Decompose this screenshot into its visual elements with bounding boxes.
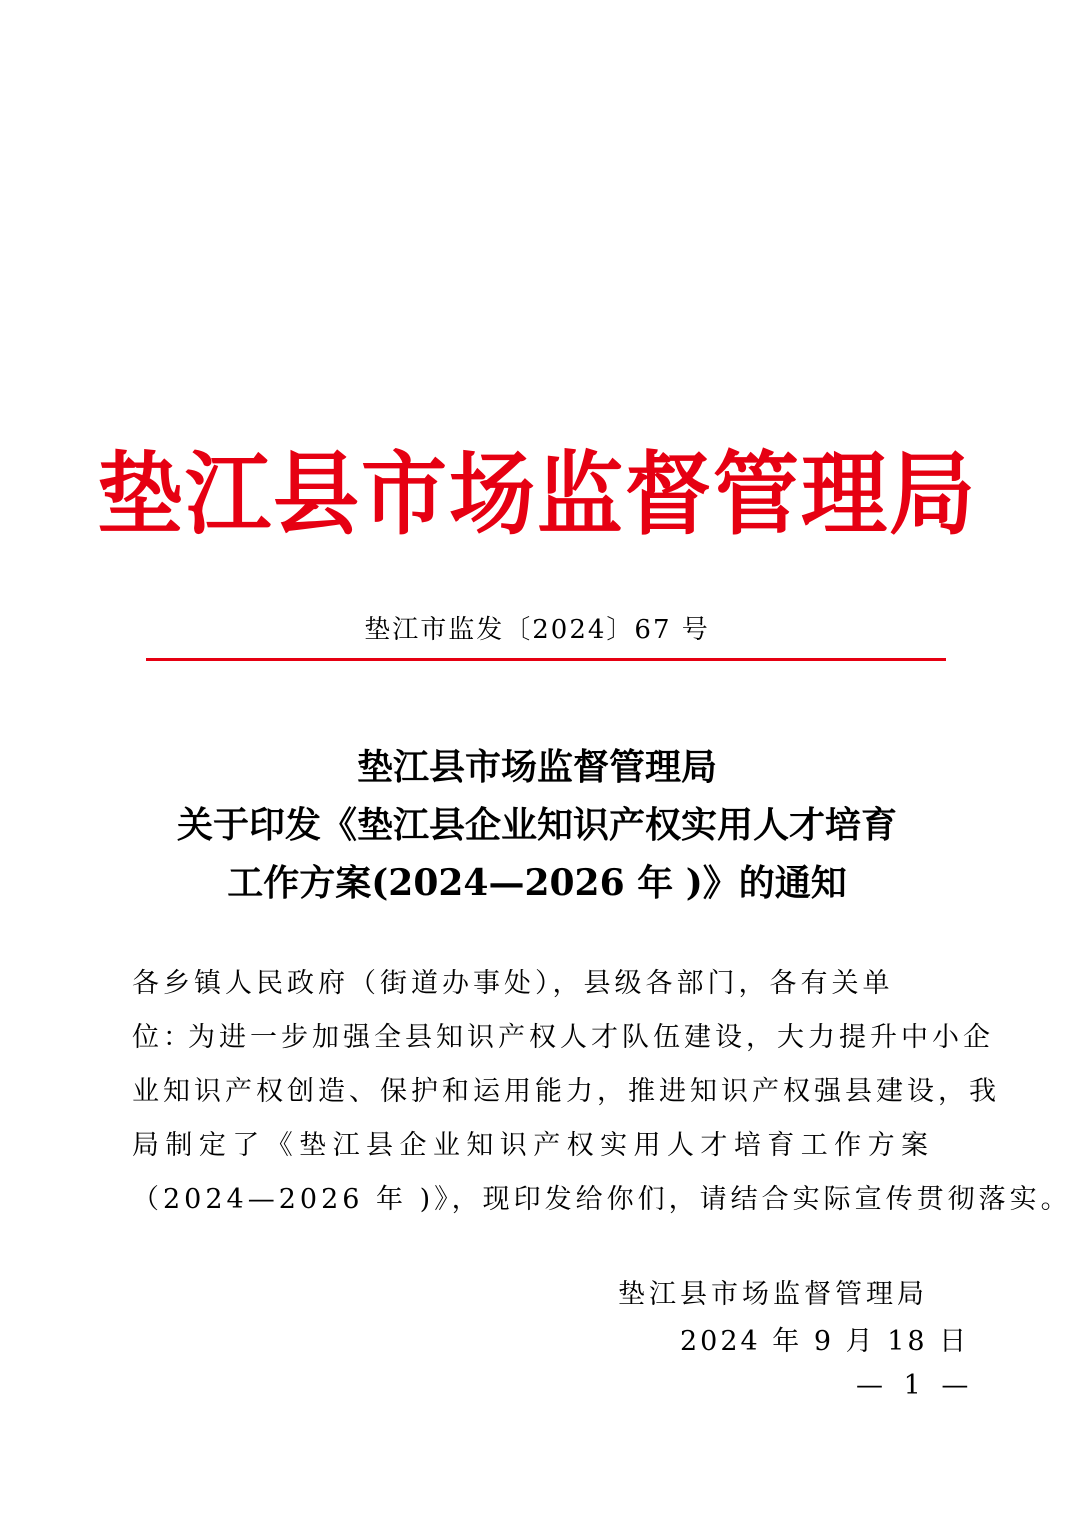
signature-date: 2024 年 9 月 18 日 <box>680 1326 970 1357</box>
signature-organization: 垫江县市场监督管理局 <box>618 1279 928 1310</box>
page-number: — 1 — <box>856 1370 975 1401</box>
title-line-3: 工作方案(2024—2026 年 )》的通知 <box>227 862 847 904</box>
paragraph-line: 为进一步加强全县知识产权人才队伍建设，大力提升中小企 <box>188 1022 994 1053</box>
paragraph-line: （2024—2026 年 )》，现印发给你们，请结合实际宣传贯彻落实。 <box>132 1184 1072 1215</box>
red-divider-line <box>146 658 946 661</box>
issuing-organization-header: 垫江县市场监督管理局 <box>97 442 977 548</box>
paragraph-line: 局制定了《垫江县企业知识产权实用人才培育工作方案 <box>132 1130 932 1161</box>
title-line-2: 关于印发《垫江县企业知识产权实用人才培育 <box>176 804 897 846</box>
addressee: 各乡镇人民政府（街道办事处），县级各部门，各有关单位： <box>132 968 894 1053</box>
title-line-1: 垫江县市场监督管理局 <box>356 746 717 788</box>
document-number: 垫江市监发〔2024〕67 号 <box>364 615 710 645</box>
document-title <box>0 738 1074 912</box>
body-paragraph <box>132 1011 1072 1227</box>
paragraph-line: 业知识产权创造、保护和运用能力，推进知识产权强县建设，我 <box>132 1076 1000 1107</box>
